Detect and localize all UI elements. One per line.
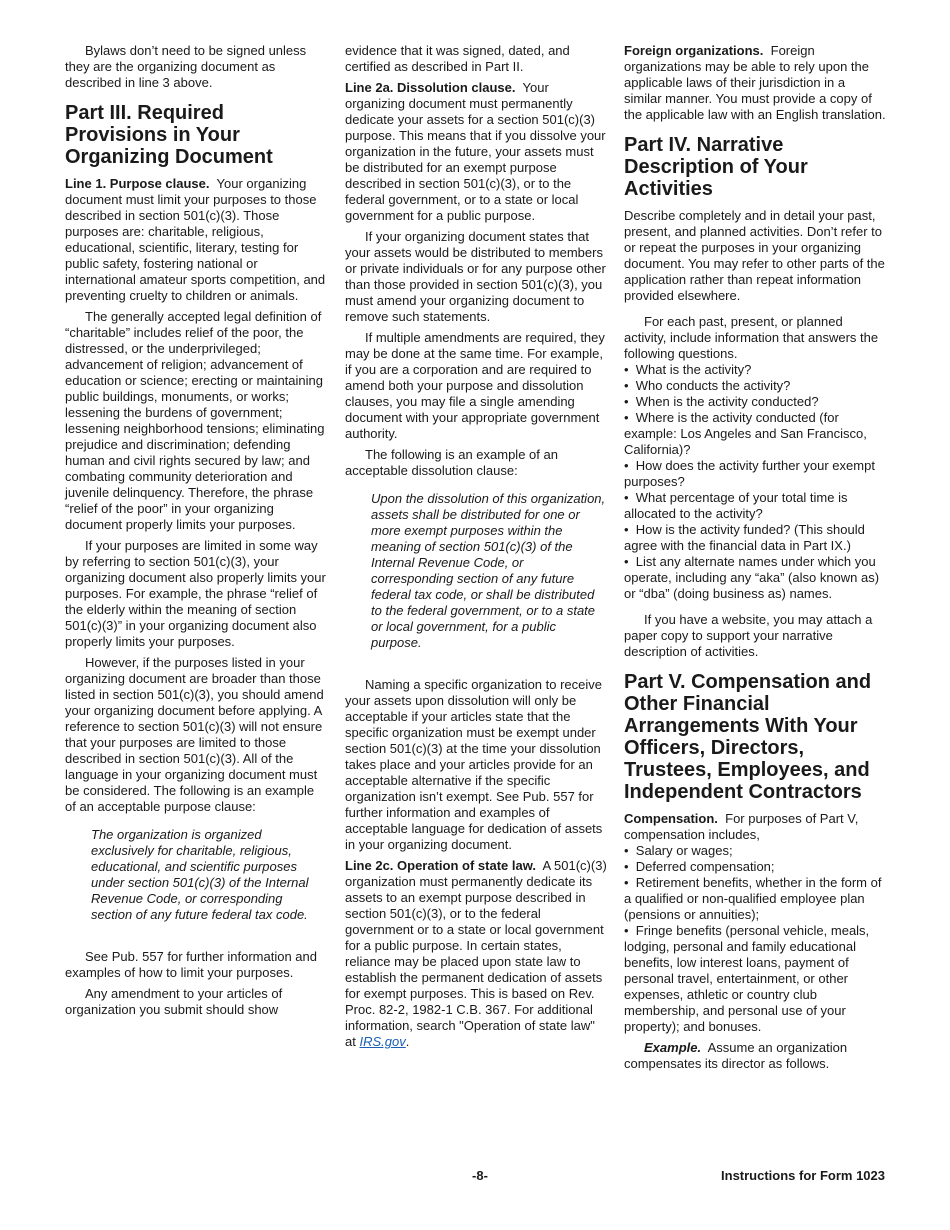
part-iii-heading: Part III. Required Provisions in Your Organizing Document bbox=[65, 102, 273, 168]
example-lead: Example. bbox=[644, 1040, 702, 1055]
compensation-paragraph bbox=[624, 811, 886, 843]
list-item: • How does the activity further your exempt purposes? bbox=[624, 458, 886, 490]
foreign-lead: Foreign organizations. bbox=[624, 43, 764, 58]
foreign-paragraph bbox=[624, 43, 886, 123]
list-item: • How is the activity funded? (This should agree with the financial data in Part IX.) bbox=[624, 522, 886, 554]
amendment-paragraph: Any amendment to your articles of organization you submit should show bbox=[65, 986, 283, 1017]
column-1 bbox=[65, 43, 327, 1023]
line2c-paragraph bbox=[345, 858, 607, 1050]
naming-paragraph: Naming a specific organization to receive your assets upon dissolution will only be acceptable if your articles state that the specific organization must be exempt under section 501(c)(3) at the time your dissolution takes place and your articles provide for an acceptable alternative if the specific organization isn’t exempt. See Pub. 557 for further information and examples of acceptable language for dedication of assets in your organizing document. bbox=[345, 677, 603, 852]
multiple-amendments-paragraph: If multiple amendments are required, they may be done at the same time. For example, if you are a corporation and are required to amend both your purpose and dissolution clauses, you may file a single amending document with your appropriate government authority. bbox=[345, 330, 605, 441]
if-states-paragraph: If your organizing document states that your assets would be distributed to members or private individuals or for any purpose other than those provided in section 501(c)(3), you must amend your organizing document to remove such statements. bbox=[345, 229, 606, 324]
for-each-paragraph: For each past, present, or planned activity, include information that answers the following questions. bbox=[624, 314, 879, 361]
bylaws-paragraph: Bylaws don’t need to be signed unless they are the organizing document as described in line 3 above. bbox=[65, 43, 307, 90]
part-v-heading: Part V. Compensation and Other Financial Arrangements With Your Officers, Directors, Trustees, Employees, and Independent Contractors bbox=[624, 671, 872, 803]
foreign-text: Foreign organizations may be able to rely upon the applicable laws of their jurisdiction in a similar manner. You must provide a copy of the applicable law with an English translation. bbox=[624, 43, 886, 122]
line2a-paragraph bbox=[345, 80, 607, 224]
questions-list bbox=[624, 362, 886, 602]
compensation-list bbox=[624, 843, 886, 1035]
compensation-lead: Compensation. bbox=[624, 811, 718, 826]
limited-paragraph: If your purposes are limited in some way by referring to section 501(c)(3), your organizing document also properly limits your purposes. For example, the phrase “relief of the elderly within the meaning of section 501(c)(3)” in your organizing document also properly limits your purposes. bbox=[65, 538, 326, 649]
describe-paragraph: Describe completely and in detail your past, present, and planned activities. Don’t refer to or repeat the purposes in your organizing document. You may refer to other parts of the application rather than repeat information provided elsewhere. bbox=[624, 208, 885, 303]
list-item: • When is the activity conducted? bbox=[624, 394, 886, 410]
compensation-text: For purposes of Part V, compensation includes, bbox=[624, 811, 859, 842]
dissolution-clause-quote: Upon the dissolution of this organization, assets shall be distributed for one or more exempt purposes within the meaning of section 501(c)(3) of the Internal Revenue Code, or corresponding section of any future federal tax code, or shall be distributed to the federal government, or to a state or local government, for a public purpose. bbox=[371, 491, 606, 650]
line2c-lead: Line 2c. Operation of state law. bbox=[345, 858, 536, 873]
part-iv-heading: Part IV. Narrative Description of Your Activities bbox=[624, 134, 808, 200]
line2c-text: A 501(c)(3) organization must permanently dedicate its assets to an exempt purpose described in section 501(c)(3), or to the federal government or to a state or local government for a public purpose. In certain states, reliance may be placed upon state law to establish the permanent dedication of assets for exempt purposes. This is based on Rev. Proc. 82-2, 1982-1 C.B. 367. For additional information, search "Operation of state law" at bbox=[345, 858, 607, 1049]
list-item: • Deferred compensation; bbox=[624, 859, 886, 875]
purpose-clause-quote: The organization is organized exclusively for charitable, religious, educational, and scientific purposes under section 501(c)(3) of the Internal Revenue Code, or corresponding section of any future federal tax code. bbox=[91, 827, 309, 922]
column-2 bbox=[345, 43, 607, 1055]
form-title: Instructions for Form 1023 bbox=[721, 1168, 885, 1183]
line1-paragraph bbox=[65, 176, 327, 304]
line1-lead: Line 1. Purpose clause. bbox=[65, 176, 210, 191]
line2a-text: Your organizing document must permanently dedicate your assets for a section 501(c)(3) purpose. This means that if you dissolve your organization in the future, your assets must be distributed for an exempt purpose described in section 501(c)(3), or to the federal government, or to a state or local government for a public purpose. bbox=[345, 80, 606, 223]
page-number: -8- bbox=[472, 1168, 488, 1183]
line2a-lead: Line 2a. Dissolution clause. bbox=[345, 80, 516, 95]
list-item: • Retirement benefits, whether in the form of a qualified or non-qualified employee plan (pensions or annuities); bbox=[624, 875, 886, 923]
page-footer bbox=[65, 1168, 885, 1186]
list-item: • Where is the activity conducted (for example: Los Angeles and San Francisco, California)? bbox=[624, 410, 886, 458]
irs-gov-link[interactable]: IRS.gov bbox=[359, 1034, 406, 1049]
list-item: • Salary or wages; bbox=[624, 843, 886, 859]
column-3 bbox=[624, 43, 886, 1077]
website-paragraph: If you have a website, you may attach a paper copy to support your narrative description of activities. bbox=[624, 612, 873, 659]
see-pub-paragraph: See Pub. 557 for further information and examples of how to limit your purposes. bbox=[65, 949, 317, 980]
following-paragraph: The following is an example of an acceptable dissolution clause: bbox=[345, 447, 558, 478]
evidence-paragraph: evidence that it was signed, dated, and certified as described in Part II. bbox=[345, 43, 570, 74]
charitable-paragraph: The generally accepted legal definition of “charitable” includes relief of the poor, the distressed, or the underprivileged; advancement of religion; advancement of education or science; erecting or maintaining public buildings, monuments, or works; lessening the burdens of government; lessening neighborhood tensions; eliminating prejudice and discrimination; defending human and civil rights secured by law; and combating community deterioration and juvenile delinquency. Therefore, the phrase “relief of the poor” in your organizing document properly limits your purposes. bbox=[65, 309, 325, 532]
line2c-tail: . bbox=[405, 1034, 410, 1049]
list-item: • Who conducts the activity? bbox=[624, 378, 886, 394]
list-item: • List any alternate names under which you operate, including any “aka” (also known as) or “dba” (doing business as) names. bbox=[624, 554, 886, 602]
example-text: Assume an organization compensates its director as follows. bbox=[624, 1040, 848, 1071]
list-item: • Fringe benefits (personal vehicle, meals, lodging, personal and family educational benefits, low interest loans, payment of personal travel, entertainment, or other expenses, athletic or country club membership, and personal use of your property); and bonuses. bbox=[624, 923, 886, 1035]
list-item: • What is the activity? bbox=[624, 362, 886, 378]
list-item: • What percentage of your total time is allocated to the activity? bbox=[624, 490, 886, 522]
example-paragraph bbox=[624, 1040, 886, 1072]
line1-text: Your organizing document must limit your purposes to those described in section 501(c)(3). Those purposes are: charitable, religious, educational, scientific, literary, testing for public safety, fostering national or international amateur sports competition, and preventing cruelty to children or animals. bbox=[65, 176, 326, 303]
however-paragraph: However, if the purposes listed in your organizing document are broader than those listed in section 501(c)(3), you should amend your organizing document before applying. A reference to section 501(c)(3) will not ensure that your purposes are limited to those described in section 501(c)(3). All of the language in your organizing document must be considered. The following is an example of an acceptable purpose clause: bbox=[65, 655, 324, 814]
